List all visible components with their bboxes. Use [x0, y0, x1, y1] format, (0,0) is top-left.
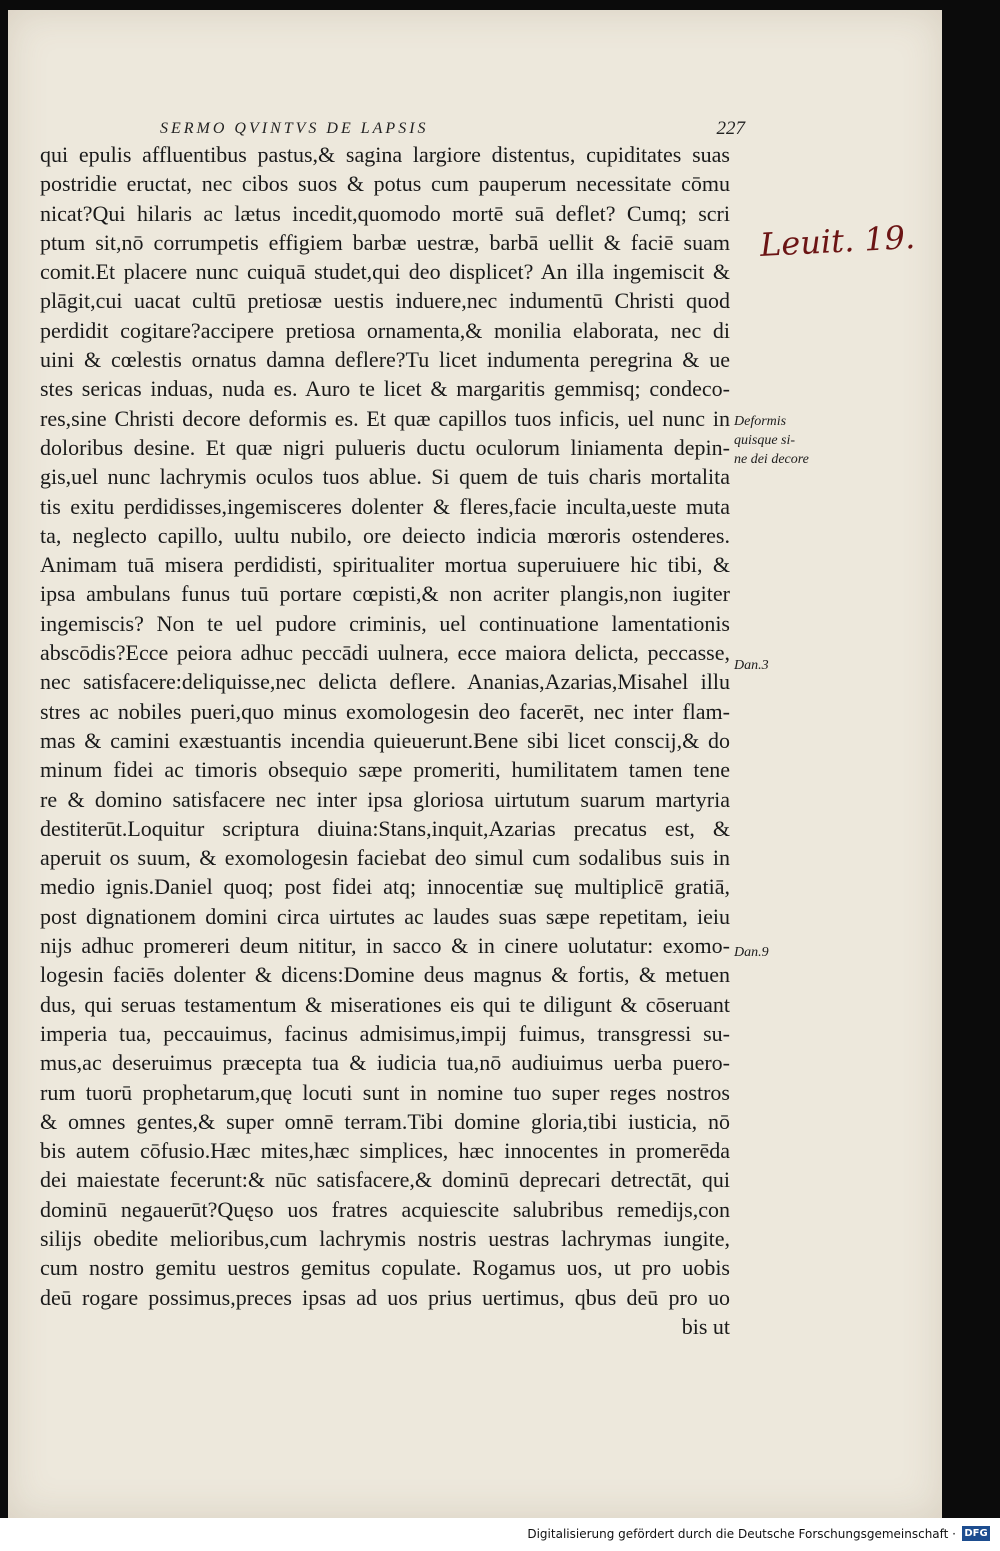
- text-line: tis exitu perdidisses,ingemisceres dolenter & fleres,facie inculta,ueste muta: [40, 493, 730, 519]
- text-line: ta, neglecto capillo, uultu nubilo, ore deiecto indicia mœroris ostenderes.: [40, 522, 730, 548]
- margin-note-dan9: Dan.9: [734, 945, 769, 960]
- text-line: nijs adhuc promereri deum nititur, in sacco & in cinere uolutatur: exomo-: [40, 933, 730, 959]
- text-line: res,sine Christi decore deformis es. Et quæ capillos tuos inficis, uel nunc in: [40, 405, 730, 431]
- text-line: cum nostro gemitu uestros gemitus copulate. Rogamus uos, ut pro uobis: [40, 1255, 730, 1281]
- text-line: nec satisfacere:deliquisse,nec delicta deflere. Ananias,Azarias,Misahel illu: [40, 669, 730, 695]
- text-line: medio ignis.Daniel quoq; post fidei atq; innocentiæ suę multiplicē gratiā,: [40, 874, 730, 900]
- text-line: imperia tua, peccauimus, facinus admisimus,impij fuimus, transgressi su-: [40, 1020, 730, 1046]
- text-line: mas & camini exæstuantis incendia quieuerunt.Bene sibi licet conscij,& do: [40, 727, 730, 753]
- footer-bar: [0, 1518, 1000, 1551]
- margin-note-line: quisque si-: [734, 433, 796, 448]
- text-line: re & domino satisfacere nec inter ipsa gloriosa uirtutum suarum martyria: [40, 786, 730, 812]
- text-line: qui epulis affluentibus pastus,& sagina largiore distentus, cupiditates suas: [40, 142, 730, 167]
- text-line: mus,ac deseruimus præcepta tua & iudicia tua,nō audiuimus uerba puero-: [40, 1050, 730, 1076]
- text-line: ptum sit,nō corrumpetis effigiem barbæ uestræ, barbā uellit & faciē suam: [40, 229, 730, 255]
- text-line: bis autem cōfusio.Hæc mites,hæc simplices, hæc innocentes in promerēda: [40, 1138, 730, 1164]
- text-line: plāgit,cui uacat cultū pretiosæ uestis induere,nec indumentū Christi quod: [40, 288, 730, 314]
- margin-note-line: ne dei decore: [734, 452, 809, 467]
- text-line: aperuit os suum, & exomologesin faciebat deo simul cum sodalibus suis in: [40, 845, 730, 871]
- text-line: nicat?Qui hilaris ac lætus incedit,quomodo mortē suā deflet? Cumq; scri: [40, 200, 730, 226]
- main-text-block: [40, 140, 730, 1341]
- text-line: & omnes gentes,& super omnē terram.Tibi domine gloria,tibi iusticia, nō: [40, 1108, 730, 1134]
- text-line: minum fidei ac timoris obsequio sæpe promeriti, humilitatem tamen tene: [40, 757, 730, 783]
- text-line: bis ut: [681, 1313, 730, 1339]
- text-line: gis,uel nunc lachrymis oculos tuos ablue. Si quem de tuis charis mortalita: [40, 464, 730, 490]
- text-line: dus, qui seruas testamentum & miserationes eis qui te diligunt & cōseruant: [40, 991, 730, 1017]
- text-line: destiterūt.Loquitur scriptura diuina:Stans,inquit,Azarias precatus est, &: [40, 815, 730, 841]
- running-title: SERMO QVINTVS DE LAPSIS: [160, 120, 429, 137]
- text-line: silijs obedite melioribus,cum lachrymis nostris uestras lachrymas iungite,: [40, 1225, 730, 1251]
- margin-note-dan3: Dan.3: [734, 658, 769, 673]
- funding-notice: Digitalisierung gefördert durch die Deutsche Forschungsgemeinschaft ·: [527, 1527, 956, 1541]
- text-line: logesin faciēs dolenter & dicens:Domine deus magnus & fortis, & metuen: [40, 962, 730, 988]
- text-line: abscōdis?Ecce peiora adhuc peccādi uulnera, ecce maiora delicta, peccasse,: [40, 640, 730, 666]
- text-line: perdidit cogitare?accipere pretiosa ornamenta,& monilia elaborata, nec di: [40, 317, 730, 343]
- text-line: dei maiestate fecerunt:& nūc satisfacere,& dominū deprecari detrectāt, qui: [40, 1167, 730, 1193]
- margin-note-line: Deformis: [734, 414, 787, 429]
- text-line: stes sericas induas, nuda es. Auro te licet & margaritis gemmisq; condeco-: [40, 376, 730, 402]
- text-line: ipsa ambulans funus tuū portare cœpisti,& non acriter plangis,non iugiter: [40, 581, 730, 607]
- text-line: doloribus desine. Et quæ nigri pulueris ductu oculorum liniamenta depin-: [40, 434, 730, 460]
- text-line: post dignationem domini circa uirtutes ac laudes suas sæpe repetitam, ieiu: [40, 903, 730, 929]
- folio-number: 227: [716, 118, 745, 139]
- text-line: rum tuorū prophetarum,quę locuti sunt in nomine tuo super reges nostros: [40, 1079, 730, 1105]
- text-line: deū rogare possimus,preces ipsas ad uos prius uertimus, qbus deū pro uo: [40, 1284, 730, 1310]
- text-line: dominū negauerūt?Quęso uos fratres acquiescite salubribus remedijs,con: [40, 1196, 730, 1222]
- text-line: stres ac nobiles pueri,quo minus exomologesin deo facerēt, nec inter flam-: [40, 698, 730, 724]
- text-line: postridie eructat, nec cibos suos & potus cum pauperum necessitate cōmu: [40, 171, 730, 197]
- text-line: uini & cœlestis ornatus damna deflere?Tu licet indumenta peregrina & ue: [40, 347, 730, 373]
- dfg-logo: DFG: [962, 1526, 990, 1541]
- margin-note-deformis: [734, 412, 809, 469]
- text-line: comit.Et placere nunc cuiquā studet,qui deo displicet? An illa ingemiscit &: [40, 259, 730, 285]
- handwritten-margin-note: Leuit. 19.: [759, 217, 917, 265]
- text-line: Animam tuā misera perdidisti, spiritualiter mortua superuiuere hic tibi, &: [40, 552, 730, 578]
- text-line: ingemiscis? Non te uel pudore criminis, uel continuatione lamentationis: [40, 610, 730, 636]
